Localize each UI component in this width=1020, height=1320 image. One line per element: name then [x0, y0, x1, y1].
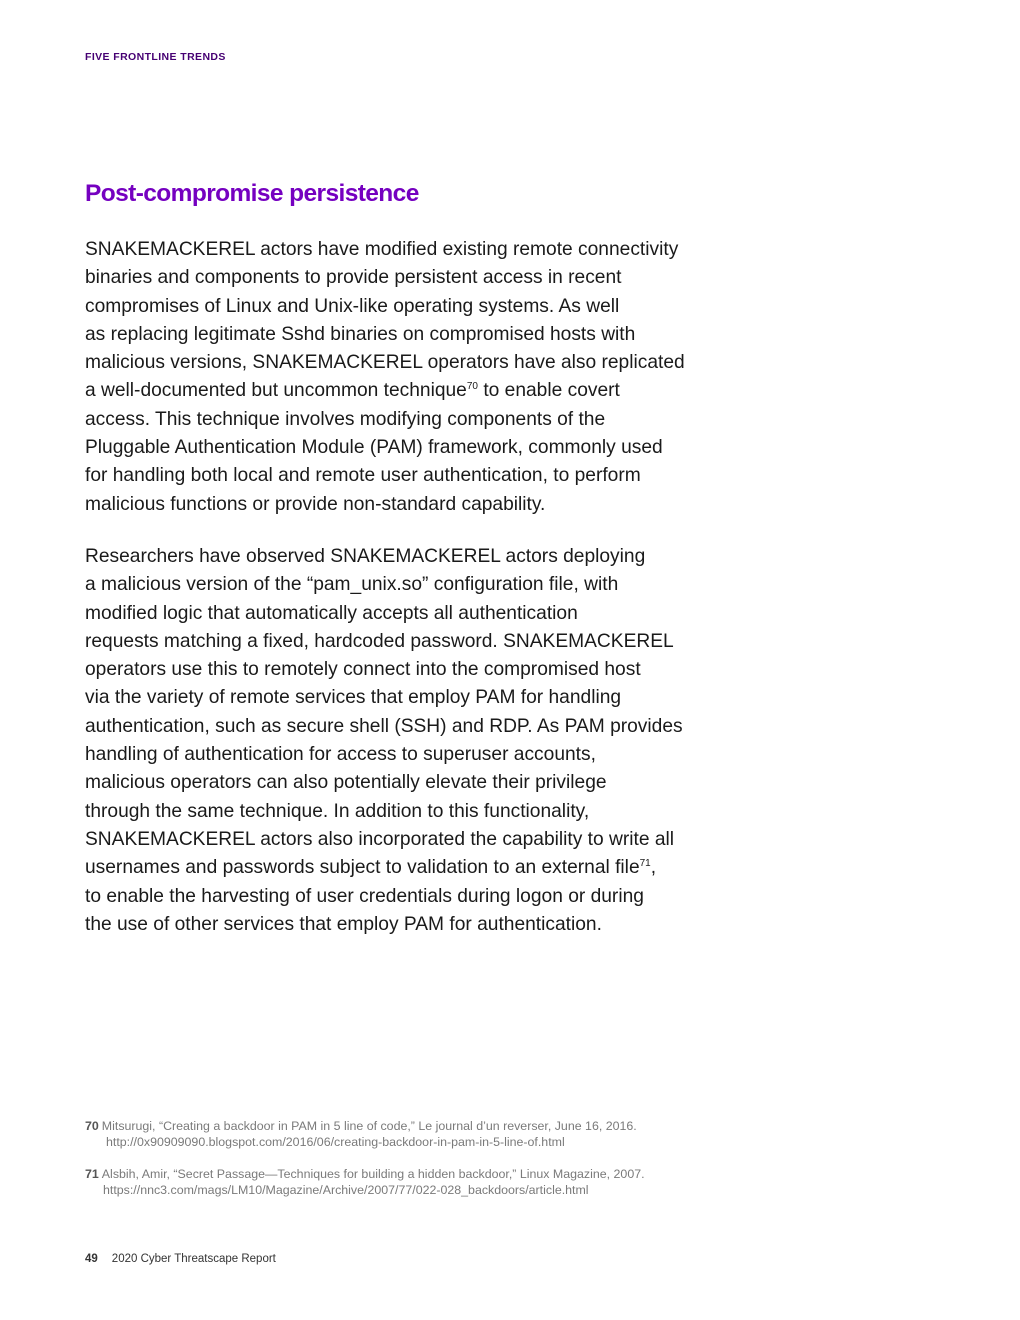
footnote-citation — [85, 1118, 765, 1134]
footnote-text: Alsbih, Amir, “Secret Passage—Techniques for building a hidden backdoor,” Linux Magazine, 2007. — [101, 1167, 645, 1181]
footnote-text: Mitsurugi, “Creating a backdoor in PAM in 5 line of code,” Le journal d’un reverser, June 16, 2016. — [101, 1119, 637, 1133]
page-footer — [85, 1253, 276, 1265]
text-line — [85, 854, 735, 882]
text-line: malicious versions, SNAKEMACKEREL operators have also replicated — [85, 352, 685, 374]
text-line: authentication, such as secure shell (SSH) and RDP. As PAM provides — [85, 715, 683, 737]
text-line: requests matching a fixed, hardcoded password. SNAKEMACKEREL — [85, 630, 674, 652]
section-heading: Post-compromise persistence — [85, 180, 419, 207]
text-line: through the same technique. In addition to this functionality, — [85, 800, 590, 822]
footnote-url[interactable]: https://nnc3.com/mags/LM10/Magazine/Archive/2007/77/022-028_backdoors/article.html — [103, 1183, 589, 1197]
text-fragment: usernames and passwords subject to validation to an external file — [85, 857, 640, 879]
footnote-71 — [85, 1166, 765, 1198]
text-line: handling of authentication for access to superuser accounts, — [85, 744, 596, 766]
text-line: modified logic that automatically accepts all authentication — [85, 602, 578, 624]
text-fragment: , — [650, 857, 657, 879]
text-line: a malicious version of the “pam_unix.so” configuration file, with — [85, 574, 619, 596]
text-line: operators use this to remotely connect into the compromised host — [85, 659, 641, 681]
footnote-ref-71: 71 — [639, 858, 651, 870]
text-fragment: a well-documented but uncommon technique — [85, 380, 467, 402]
text-line: malicious functions or provide non-standard capability. — [85, 493, 546, 515]
text-line: malicious operators can also potentially elevate their privilege — [85, 772, 607, 794]
page-number: 49 — [85, 1253, 98, 1265]
footnote-url[interactable]: http://0x90909090.blogspot.com/2016/06/creating-backdoor-in-pam-in-5-line-of.html — [106, 1135, 565, 1149]
text-line: for handling both local and remote user authentication, to perform — [85, 465, 641, 487]
text-line: compromises of Linux and Unix-like operating systems. As well — [85, 295, 620, 317]
text-line: to enable the harvesting of user credentials during logon or during — [85, 885, 644, 907]
text-line: Pluggable Authentication Module (PAM) framework, commonly used — [85, 437, 663, 459]
text-line: as replacing legitimate Sshd binaries on compromised hosts with — [85, 323, 636, 345]
report-title: 2020 Cyber Threatscape Report — [111, 1253, 276, 1265]
footnote-number: 71 — [85, 1167, 99, 1181]
text-line: SNAKEMACKEREL actors also incorporated the capability to write all — [85, 828, 675, 850]
footnote-ref-70: 70 — [466, 381, 478, 393]
body-paragraph-2 — [85, 543, 735, 939]
body-paragraph-1 — [85, 236, 735, 519]
text-fragment: to enable covert — [477, 380, 620, 402]
text-line: via the variety of remote services that employ PAM for handling — [85, 687, 622, 709]
text-line: binaries and components to provide persistent access in recent — [85, 267, 622, 289]
section-label: FIVE FRONTLINE TRENDS — [85, 51, 226, 63]
footnote-70 — [85, 1118, 765, 1150]
text-line: access. This technique involves modifying components of the — [85, 408, 606, 430]
text-line — [85, 377, 735, 405]
text-line: SNAKEMACKEREL actors have modified existing remote connectivity — [85, 239, 679, 260]
text-line: Researchers have observed SNAKEMACKEREL actors deploying — [85, 546, 646, 567]
footnote-citation — [85, 1166, 765, 1182]
footnote-number: 70 — [85, 1119, 99, 1133]
text-line: the use of other services that employ PAM for authentication. — [85, 913, 602, 935]
